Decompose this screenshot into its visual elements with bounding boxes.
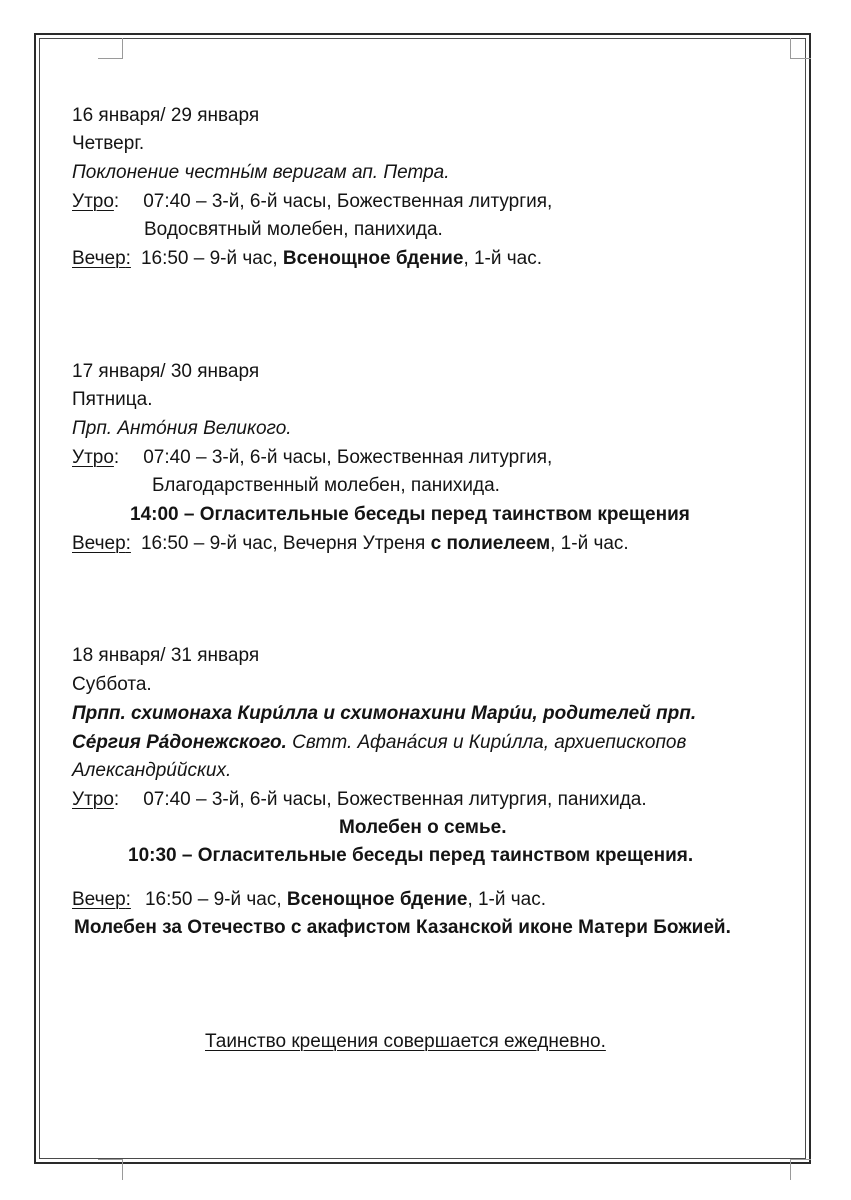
morning-text: 07:40 – 3-й, 6-й часы, Божественная литургия, панихида. [143, 789, 647, 810]
day-feast-line3: Александри́йских. [72, 760, 232, 781]
evening-text-bold: Всенощное бдение [282, 248, 464, 269]
crop-mark-bottom-right [790, 1159, 811, 1180]
day-date: 16 января/ 29 января [72, 105, 260, 126]
evening-text-pre: 16:50 – 9-й час, [140, 248, 278, 269]
evening-text-bold: Всенощное бдение [286, 889, 468, 910]
evening-label: Вечер [72, 533, 126, 554]
day-feast-line2 [72, 729, 686, 757]
morning-label: Утро [72, 789, 114, 810]
day-date: 18 января/ 31 января [72, 645, 260, 666]
evening-line: Вечер: 16:50 – 9-й час, Вечерня Утреня с полиелеем, 1-й час. [72, 533, 629, 554]
moleben-family: Молебен о семье. [339, 817, 507, 838]
evening-text-bold: с полиелеем [430, 533, 551, 554]
day-weekday: Пятница. [72, 389, 153, 410]
morning-line: Утро: 07:40 – 3-й, 6-й часы, Божественная литургия, [72, 447, 553, 468]
baptism-note: Таинство крещения совершается ежедневно. [205, 1031, 606, 1052]
morning-line: Утро: 07:40 – 3-й, 6-й часы, Божественная литургия, [72, 191, 553, 212]
crop-mark-top-right [790, 38, 811, 59]
day-feast-line1: Прпп. схимонаха Кири́лла и схимонахини Мари́и, родителей прп. [72, 703, 697, 724]
day-weekday: Четверг. [72, 133, 145, 154]
catechism-talk: 10:30 – Огласительные беседы перед таинством крещения. [128, 845, 694, 866]
morning-label: Утро [72, 447, 114, 468]
evening-label: Вечер [72, 889, 126, 910]
crop-mark-top-left [98, 38, 123, 59]
day-date: 17 января/ 30 января [72, 361, 260, 382]
evening-text-post: , 1-й час. [463, 248, 543, 269]
day-feast: Поклонение честны́м веригам ап. Петра. [72, 162, 450, 183]
evening-text-post: , 1-й час. [467, 889, 547, 910]
evening-text-pre: 16:50 – 9-й час, Вечерня Утреня [140, 533, 426, 554]
evening-text-post: , 1-й час. [550, 533, 629, 554]
catechism-talk: 14:00 – Огласительные беседы перед таинством крещения [130, 504, 690, 525]
evening-line: Вечер: 16:50 – 9-й час, Всенощное бдение, 1-й час. [72, 248, 543, 269]
crop-mark-bottom-left [98, 1159, 123, 1180]
moleben-fatherland: Молебен за Отечество с акафистом Казанской иконе Матери Божией. [74, 917, 731, 938]
morning-continuation: Водосвятный молебен, панихида. [144, 219, 443, 240]
evening-line: Вечер: 16:50 – 9-й час, Всенощное бдение, 1-й час. [72, 889, 547, 910]
day-feast: Прп. Анто́ния Великого. [72, 418, 292, 439]
evening-text-pre: 16:50 – 9-й час, [144, 889, 282, 910]
morning-label: Утро [72, 191, 114, 212]
feast-saint-bold: Се́ргия Ра́донежского. [72, 732, 287, 753]
morning-line: Утро: 07:40 – 3-й, 6-й часы, Божественная литургия, панихида. [72, 789, 647, 810]
morning-continuation: Благодарственный молебен, панихида. [152, 475, 500, 496]
morning-text: 07:40 – 3-й, 6-й часы, Божественная литургия, [143, 191, 553, 212]
evening-label: Вечер [72, 248, 126, 269]
feast-saints-rest: Свтт. Афана́сия и Кири́лла, архиепископов [292, 732, 687, 753]
day-weekday: Суббота. [72, 674, 152, 695]
morning-text: 07:40 – 3-й, 6-й часы, Божественная литургия, [143, 447, 553, 468]
